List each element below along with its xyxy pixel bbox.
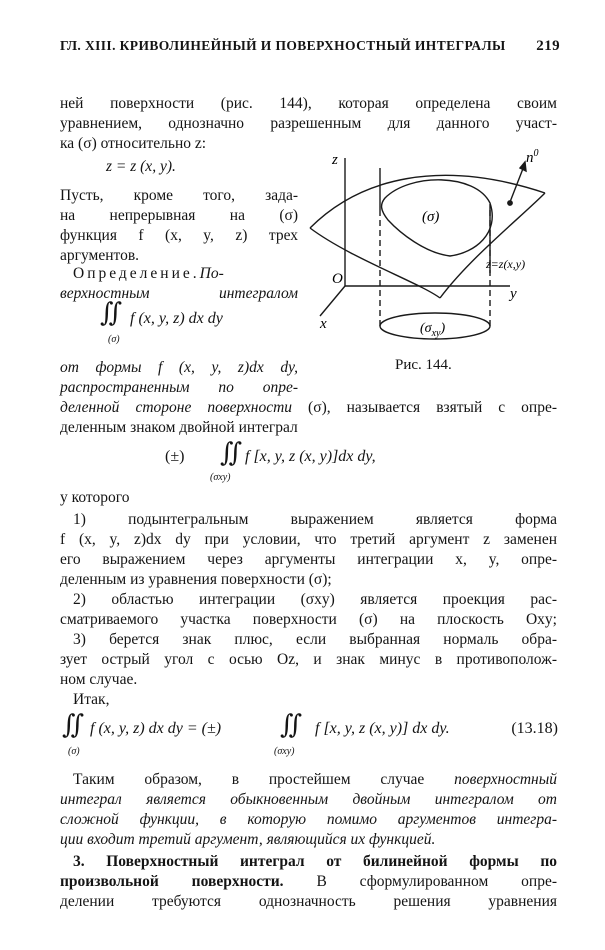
definition-line: Определение.По-: [73, 265, 224, 282]
text-line: 3) берется знак плюс, если выбранная нормаль обра-: [73, 631, 557, 648]
figure-label-y: y: [510, 286, 517, 302]
figure-label-z: z: [332, 152, 338, 168]
figure-label-origin: O: [332, 271, 343, 287]
text-line: ка (σ) относительно z:: [60, 135, 207, 152]
surface-edge: [310, 228, 440, 298]
text-line: деленным знаком двойной интеграл: [60, 419, 298, 436]
figure-label-surface-eq: z=z(x,y): [486, 257, 526, 271]
chapter-title: ГЛ. XIII. КРИВОЛИНЕЙНЫЙ И ПОВЕРХНОСТНЫЙ ИНТЕГРАЛЫ: [60, 38, 506, 53]
double-integral-sign: ∬: [280, 710, 303, 740]
figure-label-x: x: [320, 316, 327, 332]
running-header: [60, 38, 560, 60]
equation-right-side: f [x, y, z (x, y)] dx dy.: [315, 720, 450, 737]
equation-number: (13.18): [511, 720, 558, 737]
double-integral-sign: ∬: [100, 298, 123, 328]
integral-subscript: (σxy): [274, 746, 295, 757]
text-line: у которого: [60, 489, 130, 506]
text-line: ней поверхности (рис. 144), которая определена своим: [60, 95, 557, 112]
definition-word: Определение.: [73, 265, 200, 282]
page-number: 219: [536, 38, 560, 54]
text-line: интеграл является обыкновенным двойным интегралом от: [60, 791, 557, 808]
equation-left-side: f (x, y, z) dx dy = (±): [90, 720, 222, 737]
text-line: сложной функции, в которую помимо аргументов интегра-: [60, 811, 557, 828]
double-integral-sign: ∬: [62, 710, 85, 740]
text-line: делении требуются однозначность решения уравнения: [60, 893, 557, 910]
figure-144: [300, 148, 565, 353]
text-line: Таким образом, в простейшем случае поверхностный: [73, 771, 557, 788]
figure-label-sigma: (σ): [422, 209, 440, 225]
text-line: функция f (x, y, z) трех: [60, 227, 298, 244]
text-line: произвольной поверхности. В сформулированном опре-: [60, 873, 558, 890]
integral-subscript: (σ): [108, 334, 120, 345]
text-line: Пусть, кроме того, зада-: [60, 187, 298, 204]
text-line: от формы f (x, y, z)dx dy,: [60, 359, 298, 376]
sign-pm: (±): [165, 448, 185, 465]
text-line: уравнением, однозначно разрешенным для данного участ-: [60, 115, 557, 132]
integral-subscript: (σ): [68, 746, 80, 757]
surface-integral-formula: [100, 298, 300, 345]
text-line: верхностным интегралом: [60, 285, 298, 302]
text-line: Итак,: [73, 691, 110, 708]
integrand: f [x, y, z (x, y)]dx dy,: [245, 448, 376, 465]
figure-caption: Рис. 144.: [395, 357, 452, 373]
integral-subscript: (σxy): [210, 472, 231, 483]
text-line: зует острый угол с осью Oz, и знак минус в противополож-: [60, 651, 557, 668]
text-line: распространенным по опре-: [60, 379, 298, 396]
text-line: деленным из уравнения поверхности (σ);: [60, 571, 332, 588]
integrand: f (x, y, z) dx dy: [130, 310, 223, 327]
section-heading: 3. Поверхностный интеграл от билинейной формы по: [73, 853, 557, 870]
text-line: ции входит третий аргумент, являющийся их функцией.: [60, 831, 436, 848]
text-line: ном случае.: [60, 671, 138, 688]
figure-label-n: $n^0$: [526, 148, 539, 166]
double-integral-formula: [165, 438, 465, 486]
x-axis: [320, 286, 345, 316]
text-line: деленной стороне поверхности (σ), называется взятый с опре-: [60, 399, 557, 416]
text-line: сматриваемого участка поверхности (σ) на плоскость Oxy;: [60, 611, 557, 628]
text-line: 1) подынтегральным выражением является форма: [73, 511, 557, 528]
text-line: 2) областью интеграции (σxy) является проекция рас-: [73, 591, 557, 608]
equation-13-18: [62, 712, 558, 758]
text-line: аргументов.: [60, 247, 140, 264]
normal-base-point: [508, 201, 512, 205]
text-line: f (x, y, z)dx dy при условии, что третий аргумент z заменен: [60, 531, 557, 548]
text-line: на непрерывная на (σ): [60, 207, 298, 224]
surface-edge: [440, 193, 545, 298]
figure-label-sigma-xy: $(\sigma_{xy})$: [420, 321, 446, 339]
double-integral-sign: ∬: [220, 438, 243, 468]
text-line: его выражением через аргументы интеграции x, y, опре-: [60, 551, 557, 568]
surface-equation: z = z (x, y).: [106, 158, 176, 175]
